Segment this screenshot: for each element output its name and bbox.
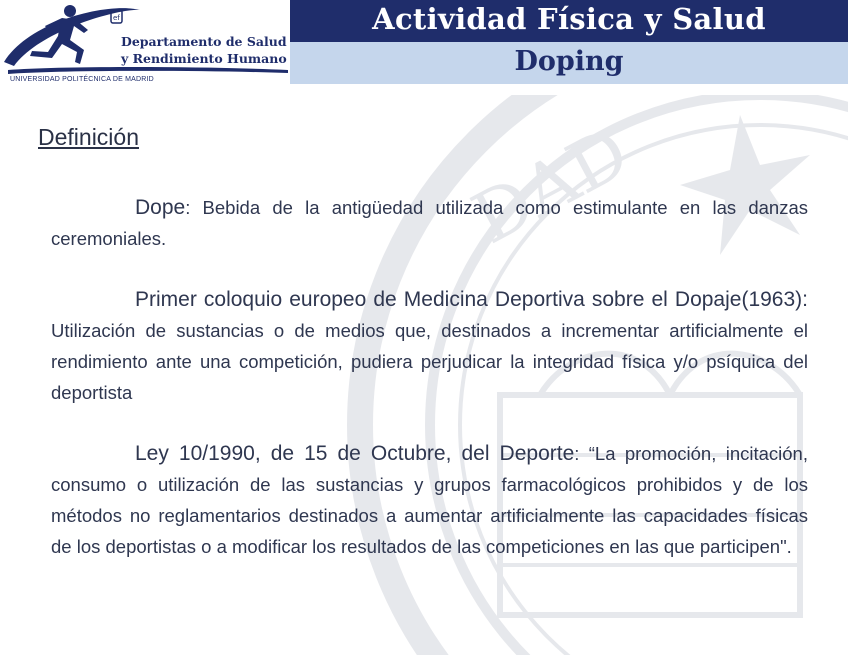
page-title: Actividad Física y Salud (372, 2, 766, 36)
department-name-line2: y Rendimiento Humano (121, 51, 287, 66)
slide-header (0, 0, 848, 86)
university-name: UNIVERSIDAD POLITÉCNICA DE MADRID (10, 76, 154, 83)
definition-ley (51, 438, 808, 562)
svg-text:DAD: DAD (459, 111, 642, 261)
svg-text:ef: ef (113, 14, 120, 22)
definition-text: Utilización de sustancias o de medios que, destinados a incrementar artificialmente el rendimiento ante una competición, pudiera perjudicar la integridad física y/o psíquica del deportista (51, 320, 808, 403)
definition-term: Dope (135, 196, 186, 219)
definition-text: : Bebida de la antigüedad utilizada como estimulante en las danzas ceremoniales. (51, 197, 808, 249)
page-subtitle: Doping (514, 46, 624, 77)
section-heading: Definición (38, 124, 139, 150)
title-bar (290, 0, 848, 42)
definition-dope (51, 192, 808, 254)
definition-term: Primer coloquio europeo de Medicina Deportiva sobre el Dopaje(1963): (135, 288, 808, 311)
department-logo (0, 0, 290, 86)
department-name-line1: Departamento de Salud (121, 34, 287, 49)
slide-body (0, 86, 848, 636)
subtitle-bar (290, 42, 848, 84)
definition-coloquio (51, 284, 808, 408)
definition-text: : “La promoción, incitación, consumo o utilización de las sustancias y grupos farmacológicos prohibidos y de los métodos no reglamentarios destinados a aumentar artificialmente las capacidades físicas de los deportistas o a modificar los resultados de las competiciones en las que participen". (51, 443, 808, 557)
definition-term: Ley 10/1990, de 15 de Octubre, del Deporte (135, 442, 575, 465)
